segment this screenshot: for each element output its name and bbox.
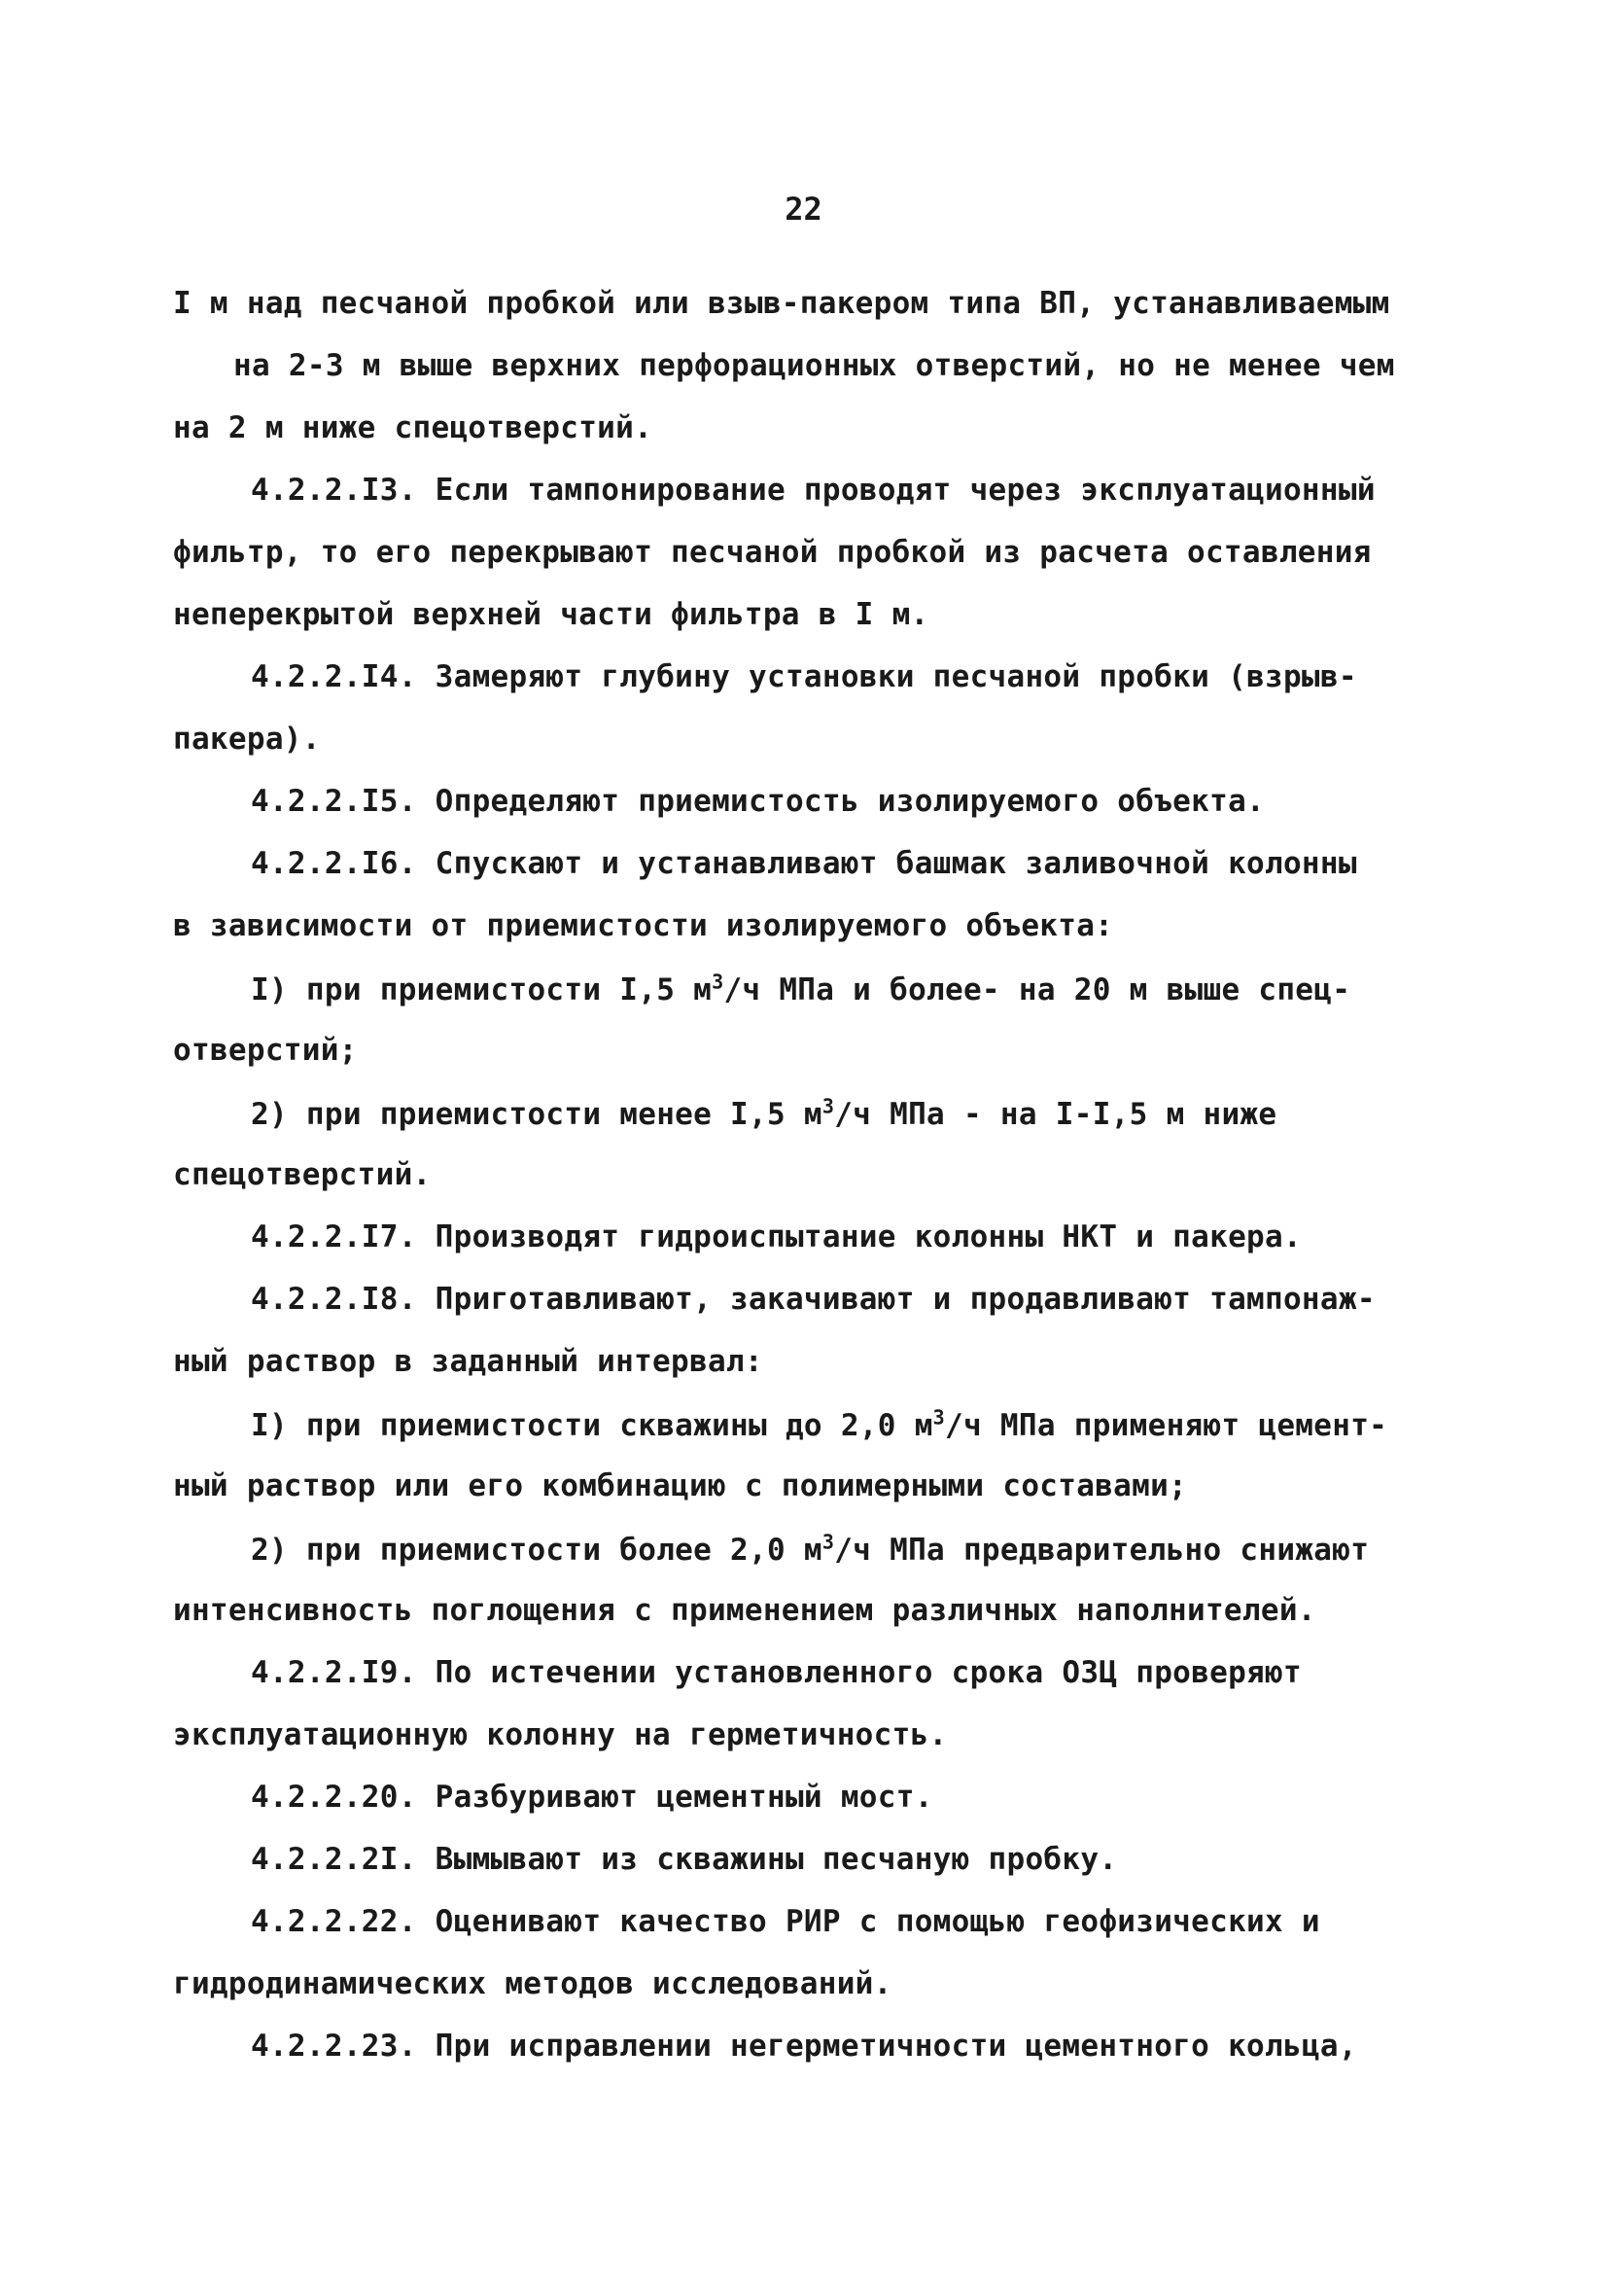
text-line: ный раствор или его комбинацию с полимерными составами; xyxy=(173,1468,1187,1503)
text-line: в зависимости от приемистости изолируемого объекта: xyxy=(173,908,1114,943)
text-line: фильтр, то его перекрывают песчаной пробкой из расчета оставления xyxy=(173,535,1372,570)
text-line-with-superscript xyxy=(251,1094,1277,1132)
line-text: /ч МПа применяют цемент- xyxy=(945,1408,1388,1443)
line-text: 2) при приемистости более 2,0 м xyxy=(251,1533,822,1568)
page-number: 22 xyxy=(785,191,822,228)
superscript: 3 xyxy=(932,1405,945,1430)
text-line: 4.2.2.20. Разбуривают цементный мост. xyxy=(251,1780,933,1815)
text-line: 4.2.2.I9. По истечении установленного срока ОЗЦ проверяют xyxy=(251,1655,1302,1690)
line-text: /ч МПа и более- на 20 м выше спец- xyxy=(723,972,1351,1007)
line-text: /ч МПа - на I-I,5 м ниже xyxy=(834,1097,1277,1132)
text-line: пакера). xyxy=(173,722,321,757)
superscript: 3 xyxy=(821,1094,835,1118)
text-line: спецотверстий. xyxy=(173,1157,432,1192)
text-line: I м над песчаной пробкой или взыв-пакером типа ВП, устанавливаемым xyxy=(173,286,1390,321)
text-line: 4.2.2.I3. Если тампонирование проводят через эксплуатационный xyxy=(251,473,1376,508)
text-line: эксплуатационную колонну на герметичность. xyxy=(173,1717,948,1752)
line-text: 2) при приемистости менее I,5 м xyxy=(251,1097,822,1132)
text-line: неперекрытой верхней части фильтра в I м. xyxy=(173,597,929,632)
text-line: 4.2.2.2I. Вымывают из скважины песчаную пробку. xyxy=(251,1842,1118,1877)
text-line: 4.2.2.23. При исправлении негерметичности цементного кольца, xyxy=(251,2029,1357,2064)
text-line-with-superscript xyxy=(251,1405,1388,1443)
text-line: ный раствор в заданный интервал: xyxy=(173,1344,763,1379)
text-line: 4.2.2.I7. Производят гидроиспытание колонны НКТ и пакера. xyxy=(251,1219,1302,1254)
text-line: 4.2.2.I6. Спускают и устанавливают башмак заливочной колонны xyxy=(251,846,1357,881)
text-line: 4.2.2.I4. Замеряют глубину установки песчаной пробки (взрыв- xyxy=(251,659,1357,694)
text-line: на 2 м ниже спецотверстий. xyxy=(173,410,653,445)
text-line: отверстий; xyxy=(173,1033,358,1068)
superscript: 3 xyxy=(712,970,724,994)
text-line: гидродинамических методов исследований. xyxy=(173,1966,892,2001)
line-text: I) при приемистости I,5 м xyxy=(251,972,713,1007)
line-text: /ч МПа предварительно снижают xyxy=(834,1533,1370,1568)
text-line: 4.2.2.I5. Определяют приемистость изолируемого объекта. xyxy=(251,784,1265,819)
text-line-with-superscript xyxy=(251,972,1350,1007)
line-text: I) при приемистости скважины до 2,0 м xyxy=(251,1408,933,1443)
text-line: на 2-3 м выше верхних перфорационных отверстий, но не менее чем xyxy=(233,348,1395,383)
superscript: 3 xyxy=(821,1530,835,1554)
text-line: 4.2.2.I8. Приготавливают, закачивают и продавливают тампонаж- xyxy=(251,1282,1376,1317)
text-line: 4.2.2.22. Оценивают качество РИР с помощью геофизических и xyxy=(251,1904,1320,1939)
text-line: интенсивность поглощения с применением различных наполнителей. xyxy=(173,1593,1316,1628)
text-line-with-superscript xyxy=(251,1530,1370,1568)
